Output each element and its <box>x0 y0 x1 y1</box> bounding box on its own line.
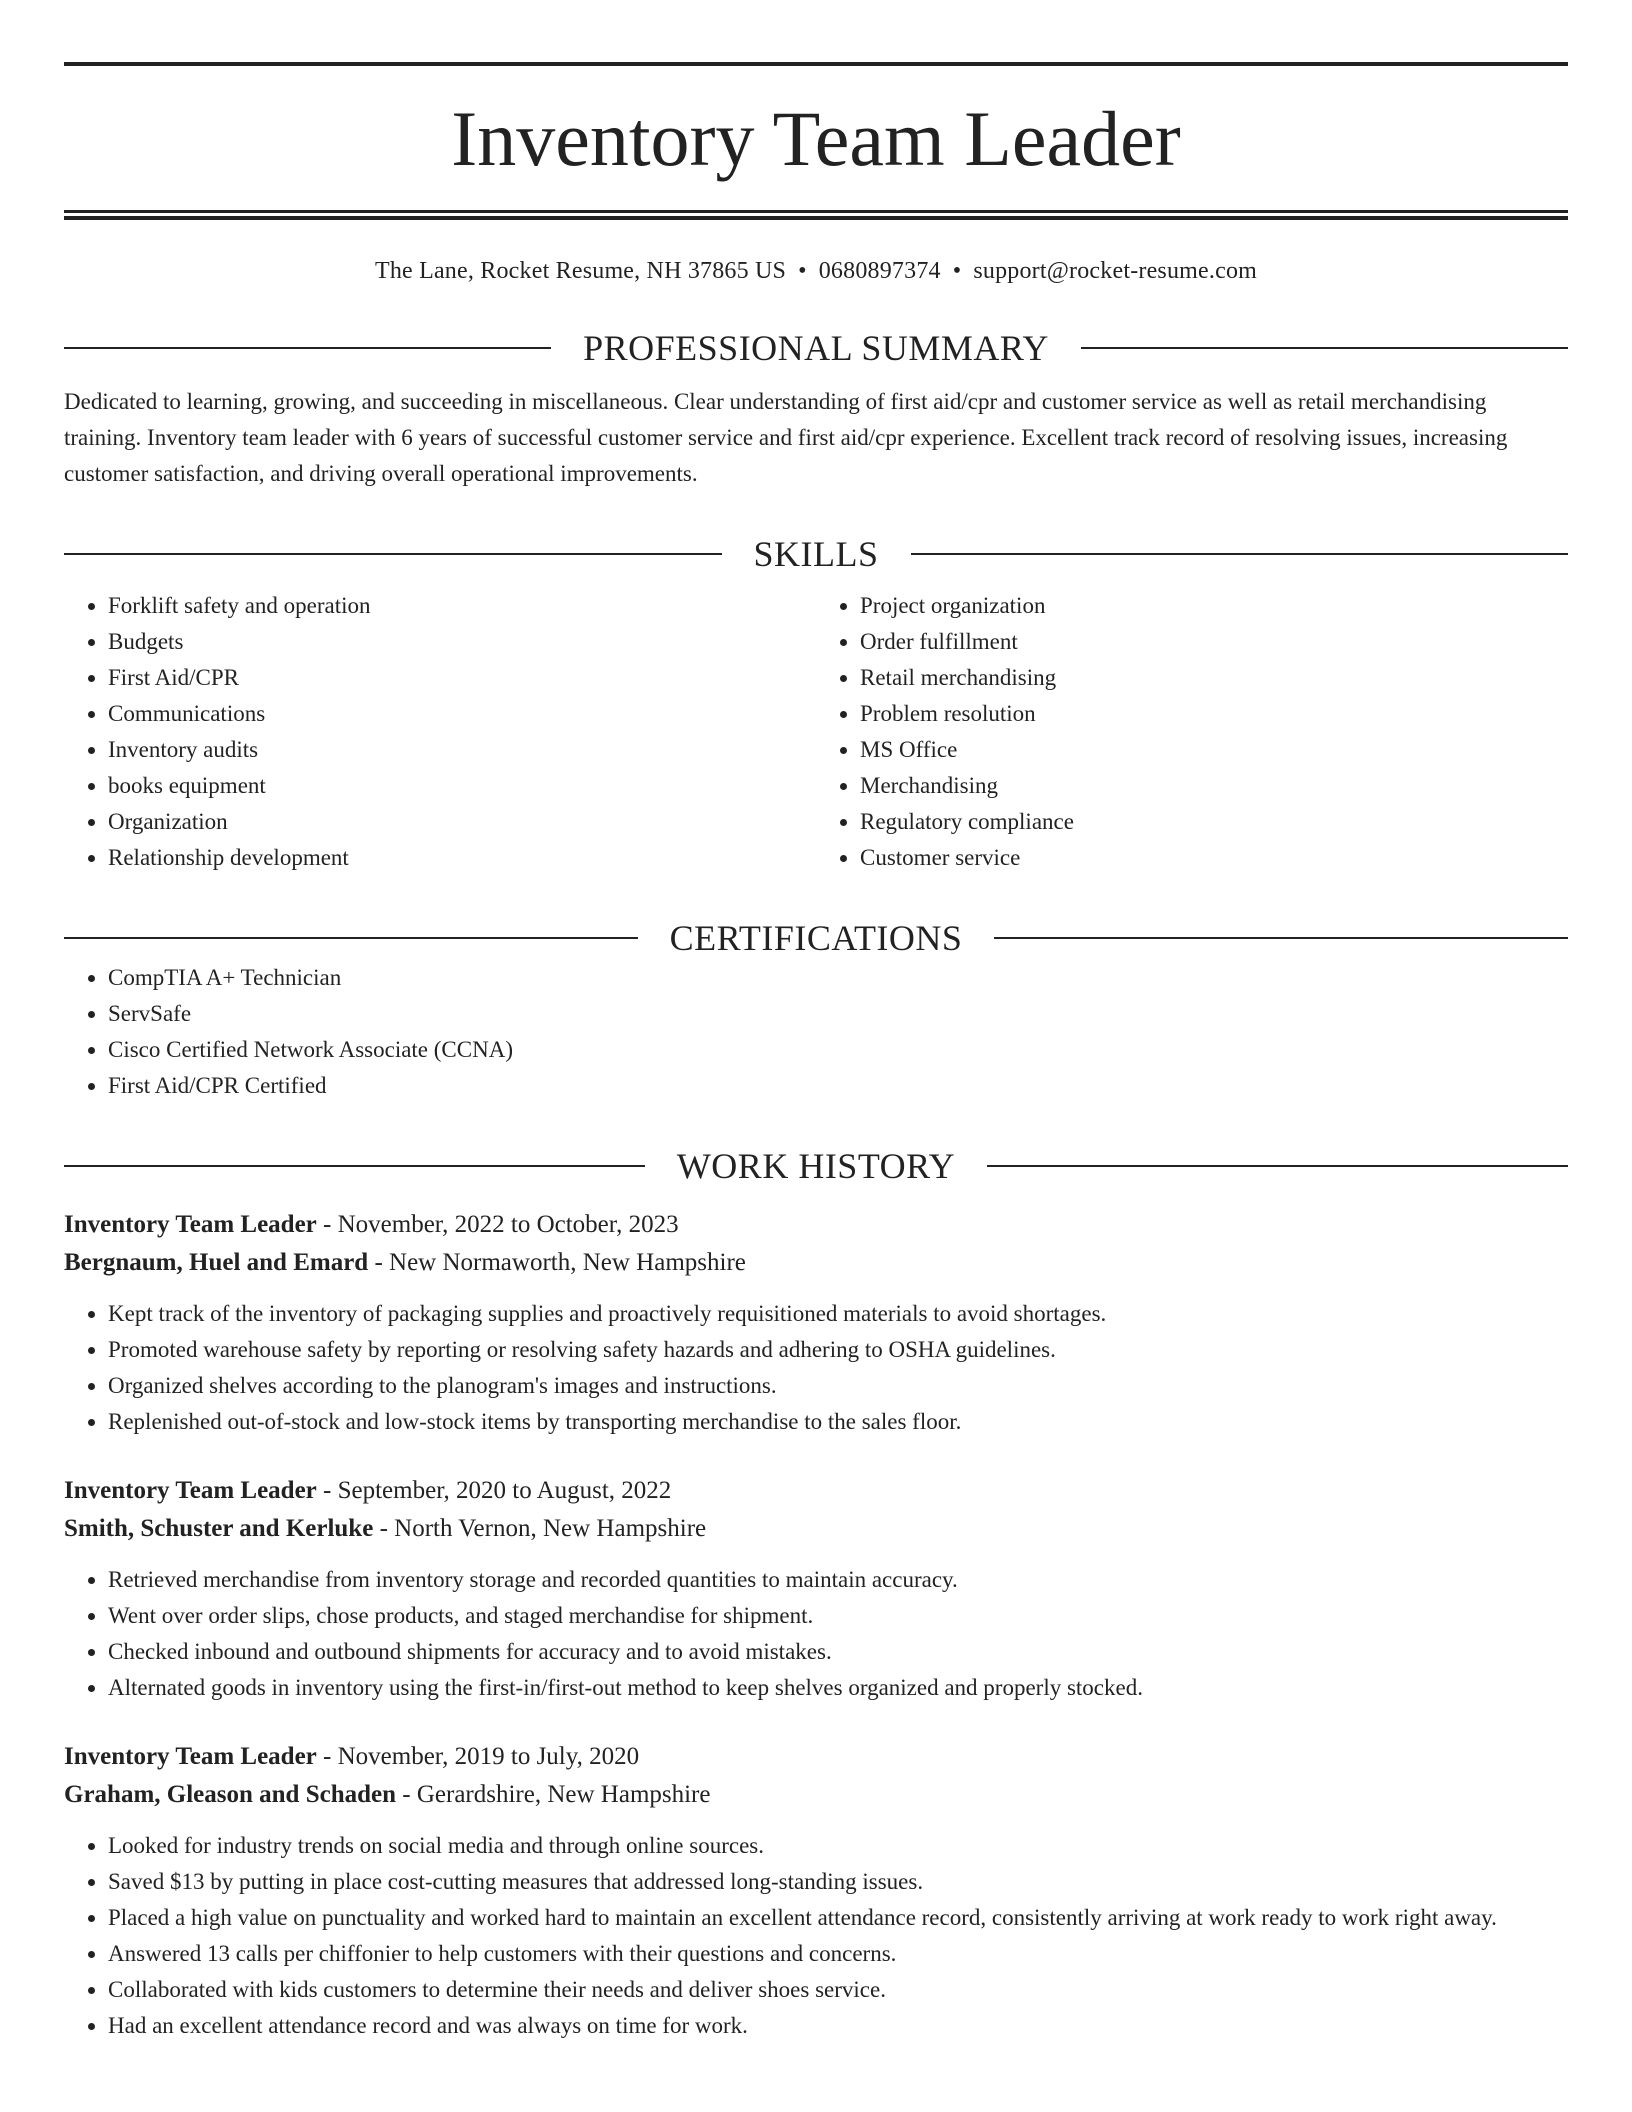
job-location: - North Vernon, New Hampshire <box>373 1515 707 1542</box>
job-dates: - November, 2022 to October, 2023 <box>316 1211 679 1238</box>
contact-separator: • <box>952 258 962 284</box>
section-title: PROFESSIONAL SUMMARY <box>583 328 1049 368</box>
job-duty: • Retrieved merchandise from inventory storage and recorded quantities to maintain accuracy. <box>108 1562 1568 1598</box>
job-duty: • Placed a high value on punctuality and worked hard to maintain an excellent attendance record, consistently arriving at work ready to work right away. <box>108 1900 1568 1936</box>
job-title-line <box>64 1206 1568 1244</box>
job-dates: - September, 2020 to August, 2022 <box>316 1477 672 1504</box>
job-duties <box>64 1562 1568 1706</box>
job-entry <box>64 1206 1568 1440</box>
skills-columns <box>64 588 1568 876</box>
job-company-line <box>64 1776 1568 1814</box>
job-title: Inventory Team Leader <box>64 1743 317 1770</box>
contact-email: support@rocket-resume.com <box>973 258 1258 284</box>
top-rule <box>64 62 1568 66</box>
job-duties <box>64 1828 1568 2044</box>
job-title: Inventory Team Leader <box>64 1477 317 1504</box>
skills-list-left <box>64 588 816 876</box>
skills-list-right <box>816 588 1568 876</box>
job-entry <box>64 1472 1568 1706</box>
job-duty: • Checked inbound and outbound shipments for accuracy and to avoid mistakes. <box>108 1634 1568 1670</box>
skill-item: • Order fulfillment <box>860 624 1568 660</box>
skills-column-left <box>64 588 816 876</box>
certification-item: • Cisco Certified Network Associate (CCNA) <box>108 1032 1568 1068</box>
certifications-list <box>64 960 1568 1104</box>
job-duty: • Went over order slips, chose products, and staged merchandise for shipment. <box>108 1598 1568 1634</box>
skill-item: • Regulatory compliance <box>860 804 1568 840</box>
skills-column-right <box>816 588 1568 876</box>
job-duty: • Collaborated with kids customers to determine their needs and deliver shoes service. <box>108 1972 1568 2008</box>
job-duty: • Promoted warehouse safety by reporting or resolving safety hazards and adhering to OSHA guidelines. <box>108 1332 1568 1368</box>
heading-rule-left <box>64 937 638 939</box>
certification-item: • CompTIA A+ Technician <box>108 960 1568 996</box>
section-heading-skills <box>64 532 1568 576</box>
job-location: - Gerardshire, New Hampshire <box>396 1781 711 1808</box>
resume-title: Inventory Team Leader <box>451 95 1181 182</box>
skill-item: • Customer service <box>860 840 1568 876</box>
job-title-line <box>64 1472 1568 1510</box>
heading-rule-left <box>64 1165 645 1167</box>
skill-item: • MS Office <box>860 732 1568 768</box>
certification-item: • First Aid/CPR Certified <box>108 1068 1568 1104</box>
heading-rule-right <box>987 1165 1568 1167</box>
skill-item: • Relationship development <box>108 840 816 876</box>
job-title-line <box>64 1738 1568 1776</box>
job-company: Smith, Schuster and Kerluke <box>64 1515 374 1542</box>
skill-item: • Problem resolution <box>860 696 1568 732</box>
heading-rule-right <box>911 553 1569 555</box>
section-heading-certifications <box>64 916 1568 960</box>
skill-item: • Inventory audits <box>108 732 816 768</box>
job-company: Graham, Gleason and Schaden <box>64 1781 397 1808</box>
job-company: Bergnaum, Huel and Emard <box>64 1249 369 1276</box>
skill-item: • Communications <box>108 696 816 732</box>
contact-line <box>64 256 1568 286</box>
job-duty: • Answered 13 calls per chiffonier to help customers with their questions and concerns. <box>108 1936 1568 1972</box>
heading-rule-left <box>64 553 722 555</box>
job-dates: - November, 2019 to July, 2020 <box>316 1743 640 1770</box>
job-location: - New Normaworth, New Hampshire <box>368 1249 746 1276</box>
section-heading-work-history <box>64 1144 1568 1188</box>
heading-rule-right <box>994 937 1568 939</box>
job-entry <box>64 1738 1568 2044</box>
job-duty: • Had an excellent attendance record and was always on time for work. <box>108 2008 1568 2044</box>
heading-rule-left <box>64 347 551 349</box>
skill-item: • Organization <box>108 804 816 840</box>
skill-item: • Budgets <box>108 624 816 660</box>
job-title: Inventory Team Leader <box>64 1211 317 1238</box>
section-heading-summary <box>64 326 1568 370</box>
section-title: CERTIFICATIONS <box>669 918 963 958</box>
job-duty: • Looked for industry trends on social media and through online sources. <box>108 1828 1568 1864</box>
contact-separator: • <box>798 258 807 284</box>
certification-item: • ServSafe <box>108 996 1568 1032</box>
skill-item: • Project organization <box>860 588 1568 624</box>
job-company-line <box>64 1244 1568 1282</box>
skill-item: • Forklift safety and operation <box>108 588 816 624</box>
section-title: SKILLS <box>753 534 879 574</box>
heading-rule-right <box>1081 347 1568 349</box>
job-duty: • Replenished out-of-stock and low-stock items by transporting merchandise to the sales floor. <box>108 1404 1568 1440</box>
job-duty: • Saved $13 by putting in place cost-cutting measures that addressed long-standing issues. <box>108 1864 1568 1900</box>
job-duty: • Kept track of the inventory of packaging supplies and proactively requisitioned materials to avoid shortages. <box>108 1296 1568 1332</box>
skill-item: • Merchandising <box>860 768 1568 804</box>
skill-item: • books equipment <box>108 768 816 804</box>
job-duty: • Alternated goods in inventory using the first-in/first-out method to keep shelves organized and properly stocked. <box>108 1670 1568 1706</box>
contact-phone: 0680897374 <box>818 258 941 284</box>
contact-address: The Lane, Rocket Resume, NH 37865 US <box>374 258 787 284</box>
summary-text: Dedicated to learning, growing, and succeeding in miscellaneous. Clear understanding of first aid/cpr and customer service as well as retail merchandising training. Inventory team leader with 6 years of successful customer service and first aid/cpr experience. Excellent track record of resolving issues, increasing customer satisfaction, and driving overall operational improvements. <box>64 389 1508 486</box>
job-company-line <box>64 1510 1568 1548</box>
skill-item: • Retail merchandising <box>860 660 1568 696</box>
job-duty: • Organized shelves according to the planogram's images and instructions. <box>108 1368 1568 1404</box>
section-title: WORK HISTORY <box>676 1146 956 1186</box>
job-duties <box>64 1296 1568 1440</box>
title-double-rule <box>64 210 1568 220</box>
skill-item: • First Aid/CPR <box>108 660 816 696</box>
